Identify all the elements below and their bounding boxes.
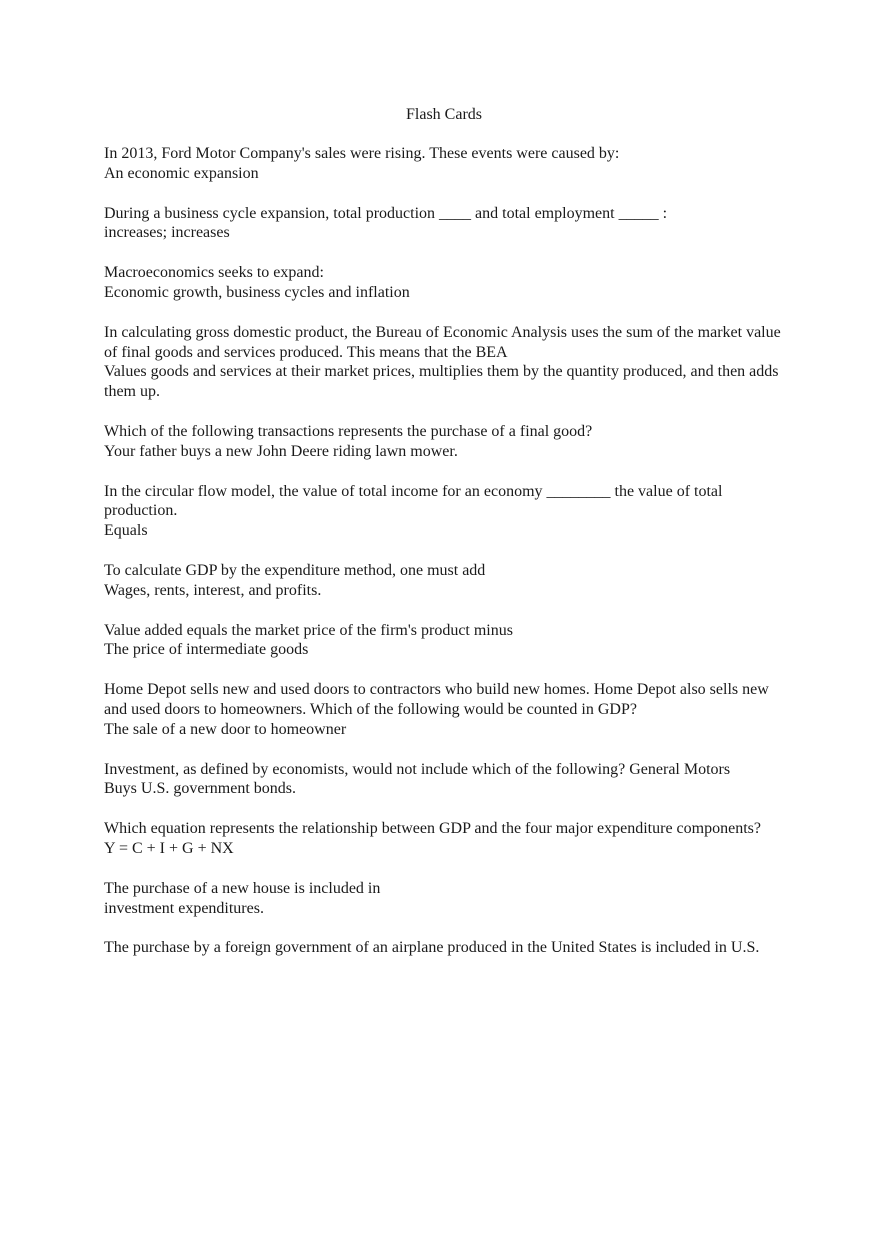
flash-card-11 [104,819,784,859]
card-answer: Values goods and services at their market prices, multiplies them by the quantity produced, and then adds them up. [104,363,779,401]
card-question: Macroeconomics seeks to expand: [104,264,324,282]
card-question: In 2013, Ford Motor Company's sales were rising. These events were caused by: [104,145,620,162]
flash-card-10 [104,760,784,800]
flash-card-7 [104,561,784,601]
card-question: To calculate GDP by the expenditure method, one must add [104,561,486,579]
card-question: Home Depot sells new and used doors to contractors who build new homes. Home Depot also sells new and used doors to homeowners. Which of the following would be counted in GDP? [104,681,769,718]
flash-card-8 [104,621,784,661]
card-answer: increases; increases [104,224,230,242]
card-answer: Buys U.S. government bonds. [104,780,296,798]
flash-card-3 [104,263,784,303]
card-answer: Wages, rents, interest, and profits. [104,581,322,599]
card-answer: Economic growth, business cycles and inflation [104,283,410,301]
flash-card-1 [104,144,784,184]
document-page [104,105,784,978]
card-answer: Your father buys a new John Deere riding lawn mower. [104,442,458,460]
card-question: During a business cycle expansion, total production ____ and total employment _____ : [104,204,668,222]
flash-card-4 [104,323,784,402]
card-answer: The price of intermediate goods [104,641,309,659]
card-question: Which of the following transactions represents the purchase of a final good? [104,422,593,440]
document-title: Flash Cards [406,106,482,123]
card-answer: An economic expansion [104,164,259,182]
flash-card-12 [104,879,784,919]
card-question: In calculating gross domestic product, the Bureau of Economic Analysis uses the sum of the market value of final goods and services produced. This means that the BEA [104,323,781,361]
flash-card-5 [104,422,784,462]
card-answer: Y = C + I + G + NX [104,839,234,857]
card-question: Investment, as defined by economists, would not include which of the following? General Motors [104,760,731,778]
card-question: The purchase by a foreign government of an airplane produced in the United States is included in U.S. [104,939,760,957]
flash-card-9 [104,680,784,739]
flash-card-6 [104,482,784,541]
card-question: In the circular flow model, the value of total income for an economy ________ the value of total production. [104,482,723,520]
card-answer: The sale of a new door to homeowner [104,720,347,738]
flash-card-2 [104,204,784,244]
card-question: Value added equals the market price of the firm's product minus [104,621,513,639]
card-question: The purchase of a new house is included in [104,879,381,897]
card-answer: investment expenditures. [104,899,264,917]
flash-card-13 [104,938,784,958]
card-answer: Equals [104,522,148,540]
card-question: Which equation represents the relationship between GDP and the four major expenditure components? [104,820,761,838]
